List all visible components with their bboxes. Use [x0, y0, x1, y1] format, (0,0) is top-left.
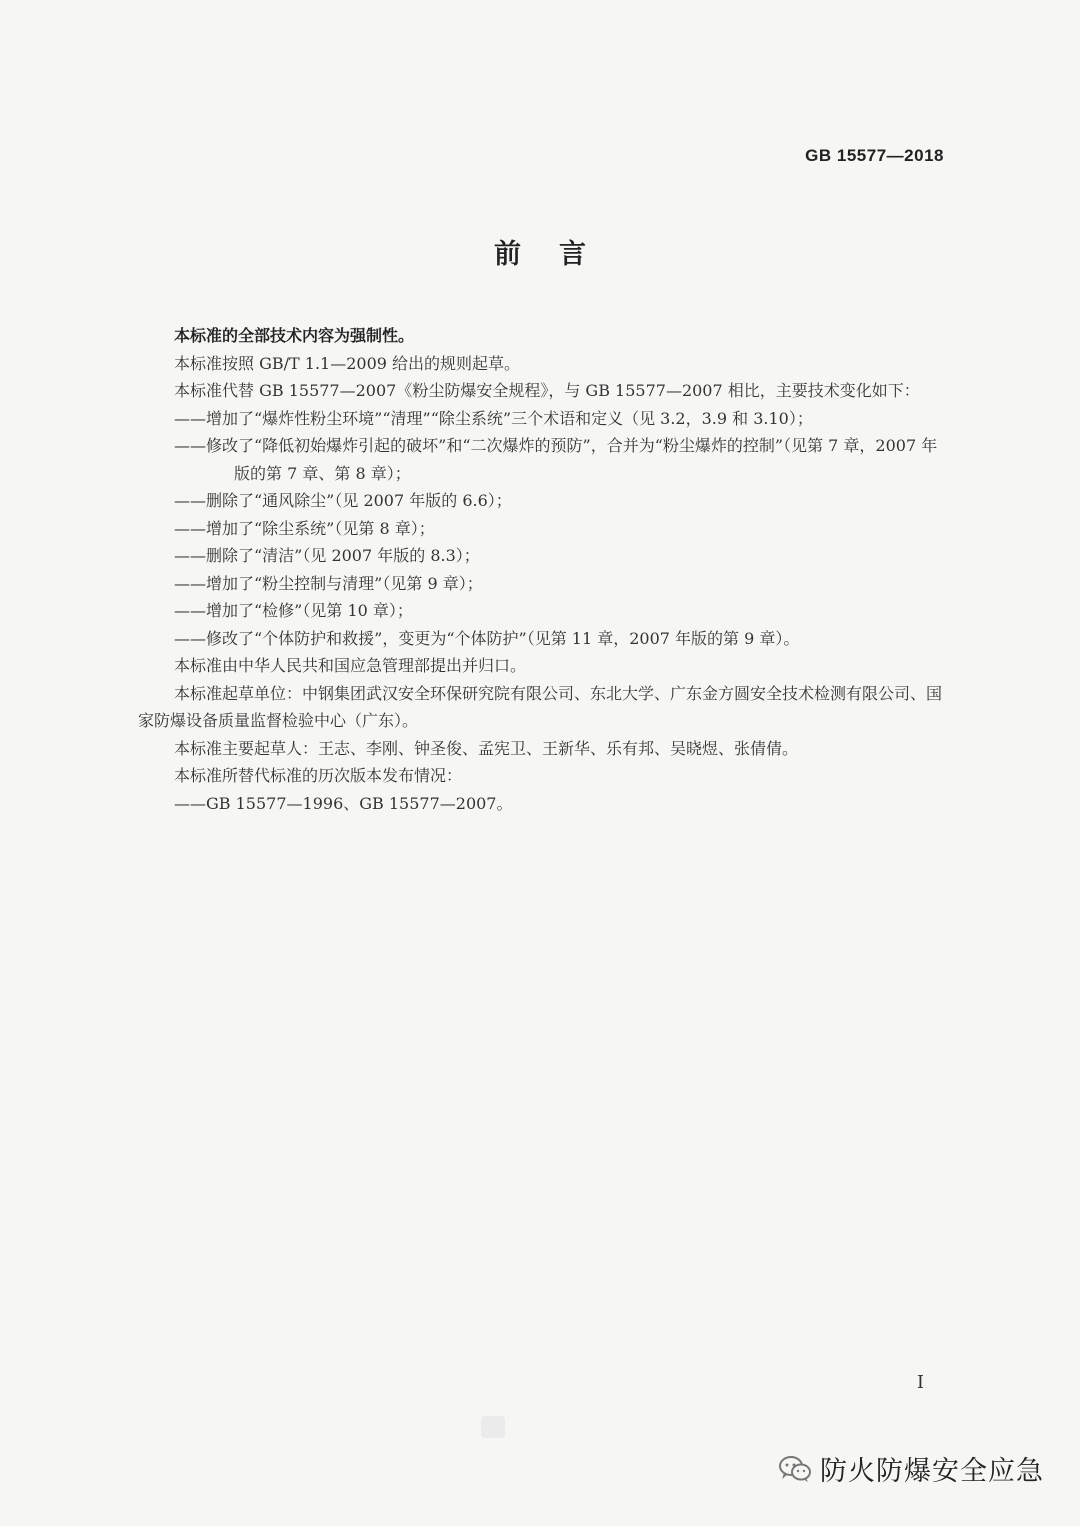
watermark-text: 防火防爆安全应急: [820, 1456, 1044, 1487]
drafting-rules-paragraph: 本标准按照 GB/T 1.1—2009 给出的规则起草。: [174, 353, 521, 373]
page-title: 前言: [494, 239, 624, 270]
page-number: I: [916, 1372, 924, 1393]
change-item: ——修改了“降低初始爆炸引起的破坏”和“二次爆炸的预防”，合并为“粉尘爆炸的控制”（见第 7 章，2007 年版的第 7 章、第 8 章）；: [174, 436, 938, 483]
change-item: ——增加了“检修”（见第 10 章）；: [174, 601, 413, 620]
change-item: ——删除了“通风除尘”（见 2007 年版的 6.6）；: [174, 491, 512, 510]
change-item: ——删除了“清洁”（见 2007 年版的 8.3）；: [174, 546, 480, 565]
standard-code: GB 15577—2018: [805, 146, 944, 165]
history-intro-paragraph: 本标准所替代标准的历次版本发布情况：: [174, 766, 463, 785]
history-paragraph: ——GB 15577—1996、GB 15577—2007。: [174, 793, 513, 813]
change-item: ——增加了“除尘系统”（见第 8 章）；: [174, 518, 435, 538]
wechat-icon: [778, 1454, 812, 1484]
foreword-body: [138, 322, 944, 817]
drafters-paragraph: 本标准主要起草人：王志、李刚、钟圣俊、孟宪卫、王新华、乐有邦、吴晓煜、张倩倩。: [174, 738, 799, 758]
replacement-paragraph: 本标准代替 GB 15577—2007《粉尘防爆安全规程》，与 GB 15577—2007 相比，主要技术变化如下：: [174, 381, 920, 400]
scan-stamp-mark: [481, 1416, 505, 1438]
account-watermark: [778, 1449, 1044, 1488]
drafting-units-paragraph: 本标准起草单位：中钢集团武汉安全环保研究院有限公司、东北大学、广东金方圆安全技术检测有限公司、国家防爆设备质量监督检验中心（广东）。: [138, 683, 943, 730]
change-item: ——增加了“粉尘控制与清理”（见第 9 章）；: [174, 573, 483, 593]
change-item: ——修改了“个体防护和救援”，变更为“个体防护”（见第 11 章，2007 年版的第 9 章）。: [174, 628, 800, 648]
mandatory-statement: 本标准的全部技术内容为强制性。: [174, 326, 415, 345]
changes-list: [138, 405, 944, 653]
change-item: ——增加了“爆炸性粉尘环境”“清理”“除尘系统”三个术语和定义（见 3.2，3.9 和 3.10）；: [174, 408, 813, 428]
proposer-paragraph: 本标准由中华人民共和国应急管理部提出并归口。: [174, 656, 527, 675]
